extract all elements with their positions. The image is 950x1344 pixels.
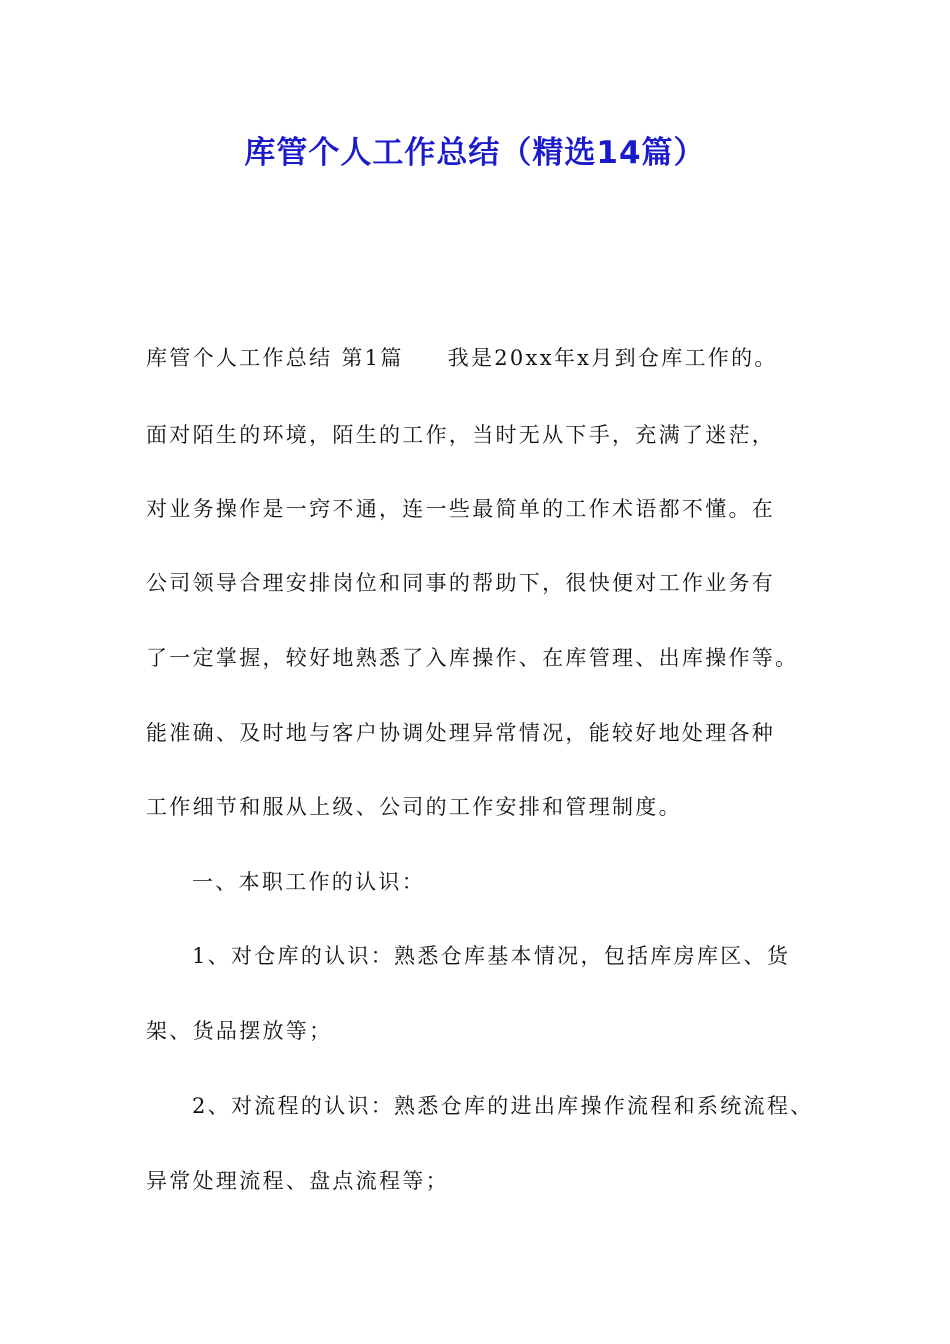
section-heading: 库管个人工作总结 第1篇 xyxy=(146,346,404,370)
list-item-2-continued: 异常处理流程、盘点流程等； xyxy=(146,1169,449,1193)
paragraph-text: 我是20xx年x月到仓库工作的。 xyxy=(447,346,778,370)
paragraph-line-5: 了一定掌握，较好地熟悉了入库操作、在库管理、出库操作等。 xyxy=(146,646,799,670)
list-item-2: 2、对流程的认识：熟悉仓库的进出库操作流程和系统流程、 xyxy=(192,1094,814,1118)
paragraph-line-1 xyxy=(146,343,836,373)
list-item-1-continued: 架、货品摆放等； xyxy=(146,1019,333,1043)
section-heading-1: 一、本职工作的认识： xyxy=(192,870,425,894)
paragraph-line-7: 工作细节和服从上级、公司的工作安排和管理制度。 xyxy=(146,795,682,819)
list-item-1: 1、对仓库的认识：熟悉仓库基本情况，包括库房库区、货 xyxy=(192,944,791,968)
paragraph-line-6: 能准确、及时地与客户协调处理异常情况，能较好地处理各种 xyxy=(146,721,776,745)
paragraph-line-2: 面对陌生的环境，陌生的工作，当时无从下手，充满了迷茫， xyxy=(146,423,776,447)
paragraph-line-4: 公司领导合理安排岗位和同事的帮助下，很快便对工作业务有 xyxy=(146,571,776,595)
paragraph-line-3: 对业务操作是一窍不通，连一些最简单的工作术语都不懂。在 xyxy=(146,497,776,521)
document-title: 库管个人工作总结（精选14篇） xyxy=(244,135,706,171)
